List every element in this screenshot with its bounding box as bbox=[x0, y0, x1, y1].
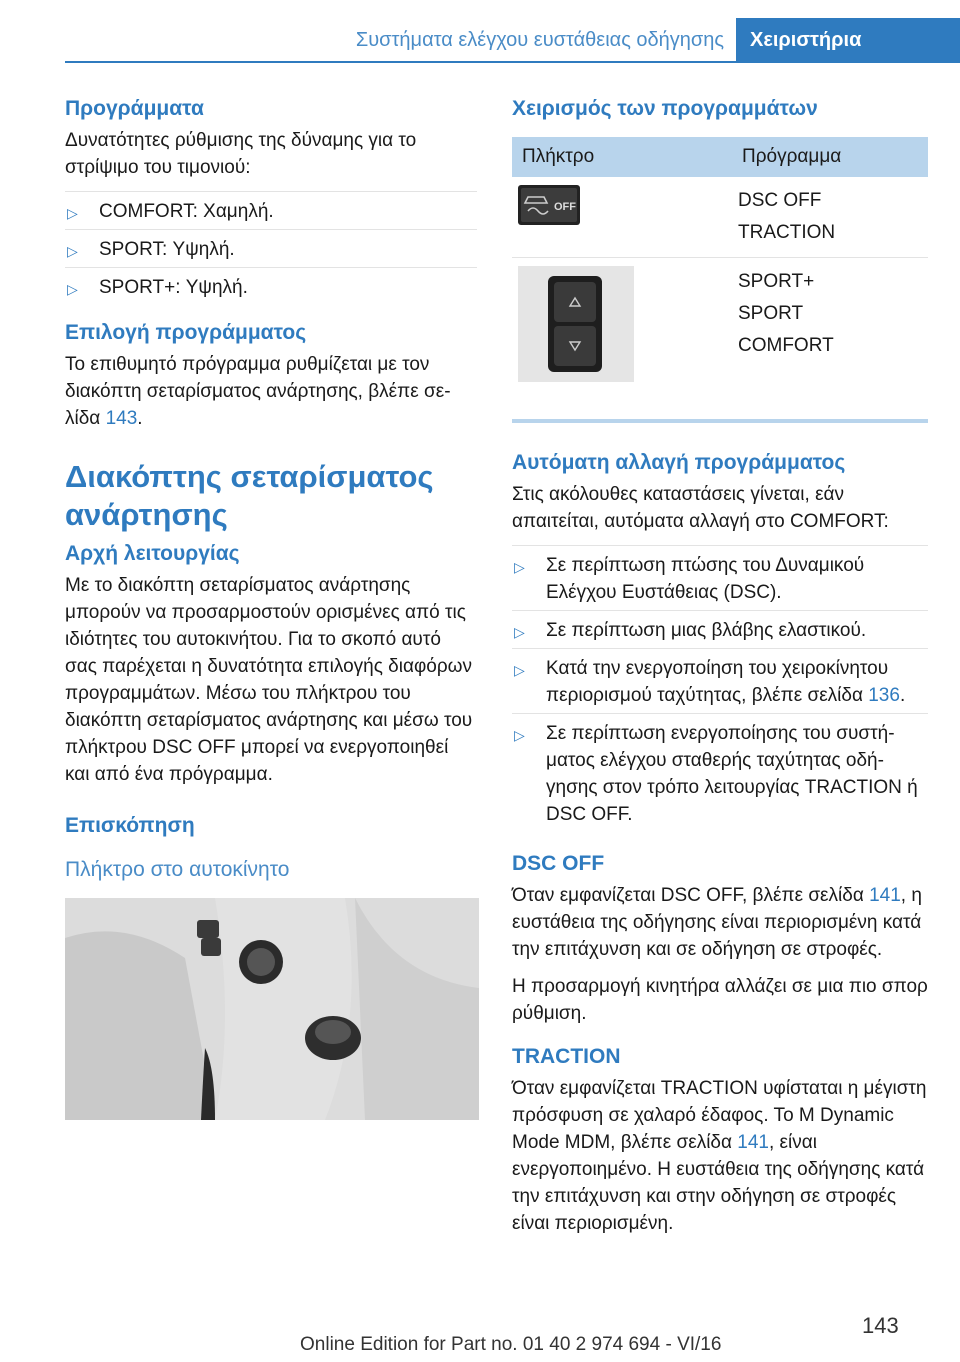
table-header-program: Πρόγραμμα bbox=[732, 137, 928, 177]
traction-text: Όταν εμφανίζεται TRACTION υφίσταται η μέγιστη πρόσφυση σε χαλαρό έδαφος. Το M Dynamic Mode MDM, βλέπε σελίδα 141, είναι ενεργοποιημένο. Η ευστάθεια της οδήγησης κατά την επιτάχυνση και στην οδήγηση σε στροφές είναι περιορισμένη. bbox=[512, 1078, 927, 1234]
triangle-bullet-icon: ▷ bbox=[67, 205, 78, 221]
operating-programs-heading: Χειρισμός των προγραμμάτων bbox=[512, 97, 818, 120]
page-link[interactable]: 141 bbox=[869, 885, 901, 906]
select-program-heading: Επιλογή προγράμματος bbox=[65, 321, 307, 344]
page-number: 143 bbox=[862, 1313, 899, 1338]
program-dsc-off: DSC OFF bbox=[738, 190, 822, 211]
triangle-bullet-icon: ▷ bbox=[67, 281, 78, 297]
principle-heading: Αρχή λειτουργίας bbox=[65, 542, 240, 565]
program-comfort: COMFORT bbox=[738, 335, 834, 356]
dsc-off-button-icon bbox=[518, 185, 580, 225]
table-header-button: Πλήκτρο bbox=[512, 137, 732, 177]
header-rule bbox=[65, 61, 960, 63]
table-row bbox=[512, 258, 928, 402]
center-console-photo bbox=[65, 898, 479, 1120]
triangle-bullet-icon: ▷ bbox=[514, 662, 525, 678]
page-link[interactable]: 141 bbox=[737, 1132, 769, 1153]
programs-heading: Προγράμματα bbox=[65, 97, 204, 120]
list-item: ▷ Σε περίπτωση πτώσης του Δυναμικού Ελέγχου Ευστάθειας (DSC). bbox=[512, 545, 928, 610]
dsc-off-engine-text: Η προσαρμογή κινητήρα αλλάζει σε μια πιο σπορ ρύθμιση. bbox=[512, 976, 928, 1024]
button-in-car-heading: Πλήκτρο στο αυτοκίνητο bbox=[65, 858, 290, 881]
triangle-bullet-icon: ▷ bbox=[514, 624, 525, 640]
list-item: ▷ Σε περίπτωση ενεργοποίησης του συστήματος ελέγχου σταθερής ταχύτητας οδήγησης στον τρόπο λειτουργίας TRACTION ή DSC OFF. bbox=[512, 713, 928, 832]
auto-change-intro: Στις ακόλουθες καταστάσεις γίνεται, εάν απαιτείται, αυτόματα αλλαγή στο COMFORT: bbox=[512, 484, 889, 532]
right-column bbox=[512, 95, 928, 1247]
switch-heading: Διακόπτης σεταρίσματος ανάρτησης bbox=[65, 459, 434, 532]
auto-change-list bbox=[512, 545, 928, 832]
program-sport-plus: SPORT+ bbox=[738, 271, 815, 292]
program-sport: SPORT bbox=[738, 303, 804, 324]
overview-heading: Επισκόπηση bbox=[65, 814, 195, 837]
triangle-bullet-icon: ▷ bbox=[514, 559, 525, 575]
list-item: ▷ COMFORT: Χαμηλή. bbox=[65, 191, 477, 229]
left-column bbox=[65, 95, 477, 1120]
list-item: ▷ SPORT: Υψηλή. bbox=[65, 229, 477, 267]
dsc-off-text: Όταν εμφανίζεται DSC OFF, βλέπε σελίδα 141, η ευστάθεια της οδήγησης είναι περιορισμένη κατά την επιτάχυνση και σε οδήγηση σε στροφές. bbox=[512, 885, 922, 960]
principle-text: Με το διακόπτη σεταρίσματος ανάρτησης μπορούν να προσαρμοστούν ορισμένες από τις ιδιότητες του αυτοκινήτου. Για το σκοπό αυτό σας παρέχεται η δυνατότητα επιλογής διαφόρων προγραμμάτων. Μέσω του πλήκτρου του διακόπτη σεταρίσματος ανάρτησης και μέσω του πλήκτρου DSC OFF μπορεί να ενεργοποιηθεί και από ένα πρόγραμμα. bbox=[65, 575, 473, 785]
chapter-tab: Χειριστήρια bbox=[736, 18, 960, 62]
select-program-text: Το επιθυμητό πρόγραμμα ρυθμίζεται με τον διακόπτη σεταρίσματος ανάρτησης, βλέπε σελίδα 143. bbox=[65, 354, 451, 429]
footer-edition: Online Edition for Part no. 01 40 2 974 694 - VI/16 bbox=[300, 1334, 722, 1355]
section-title: Συστήματα ελέγχου ευστάθειας οδήγησης bbox=[355, 29, 724, 51]
programs-table bbox=[512, 137, 928, 401]
list-item: ▷ Κατά την ενεργοποίηση του χειροκίνητου περιορισμού ταχύτητας, βλέπε σελίδα 136. bbox=[512, 648, 928, 713]
table-header-row bbox=[512, 137, 928, 177]
programs-intro: Δυνατότητες ρύθμισης της δύναμης για το στρίψιμο του τιμονιού: bbox=[65, 130, 417, 178]
list-item: ▷ SPORT+: Υψηλή. bbox=[65, 267, 477, 305]
sport-rocker-switch-icon bbox=[518, 266, 634, 382]
page-link[interactable]: 136 bbox=[868, 685, 900, 706]
page-header bbox=[0, 0, 960, 62]
program-traction: TRACTION bbox=[738, 222, 836, 243]
programs-list bbox=[65, 191, 477, 305]
traction-heading: TRACTION bbox=[512, 1045, 621, 1068]
table-bottom-rule bbox=[512, 419, 928, 423]
list-item: ▷ Σε περίπτωση μιας βλάβης ελαστικού. bbox=[512, 610, 928, 648]
svg-text:OFF: OFF bbox=[554, 201, 576, 213]
auto-change-heading: Αυτόματη αλλαγή προγράμματος bbox=[512, 451, 846, 474]
triangle-bullet-icon: ▷ bbox=[67, 243, 78, 259]
dsc-off-heading: DSC OFF bbox=[512, 852, 605, 875]
table-row bbox=[512, 177, 928, 258]
page-link[interactable]: 143 bbox=[105, 408, 138, 429]
triangle-bullet-icon: ▷ bbox=[514, 727, 525, 743]
